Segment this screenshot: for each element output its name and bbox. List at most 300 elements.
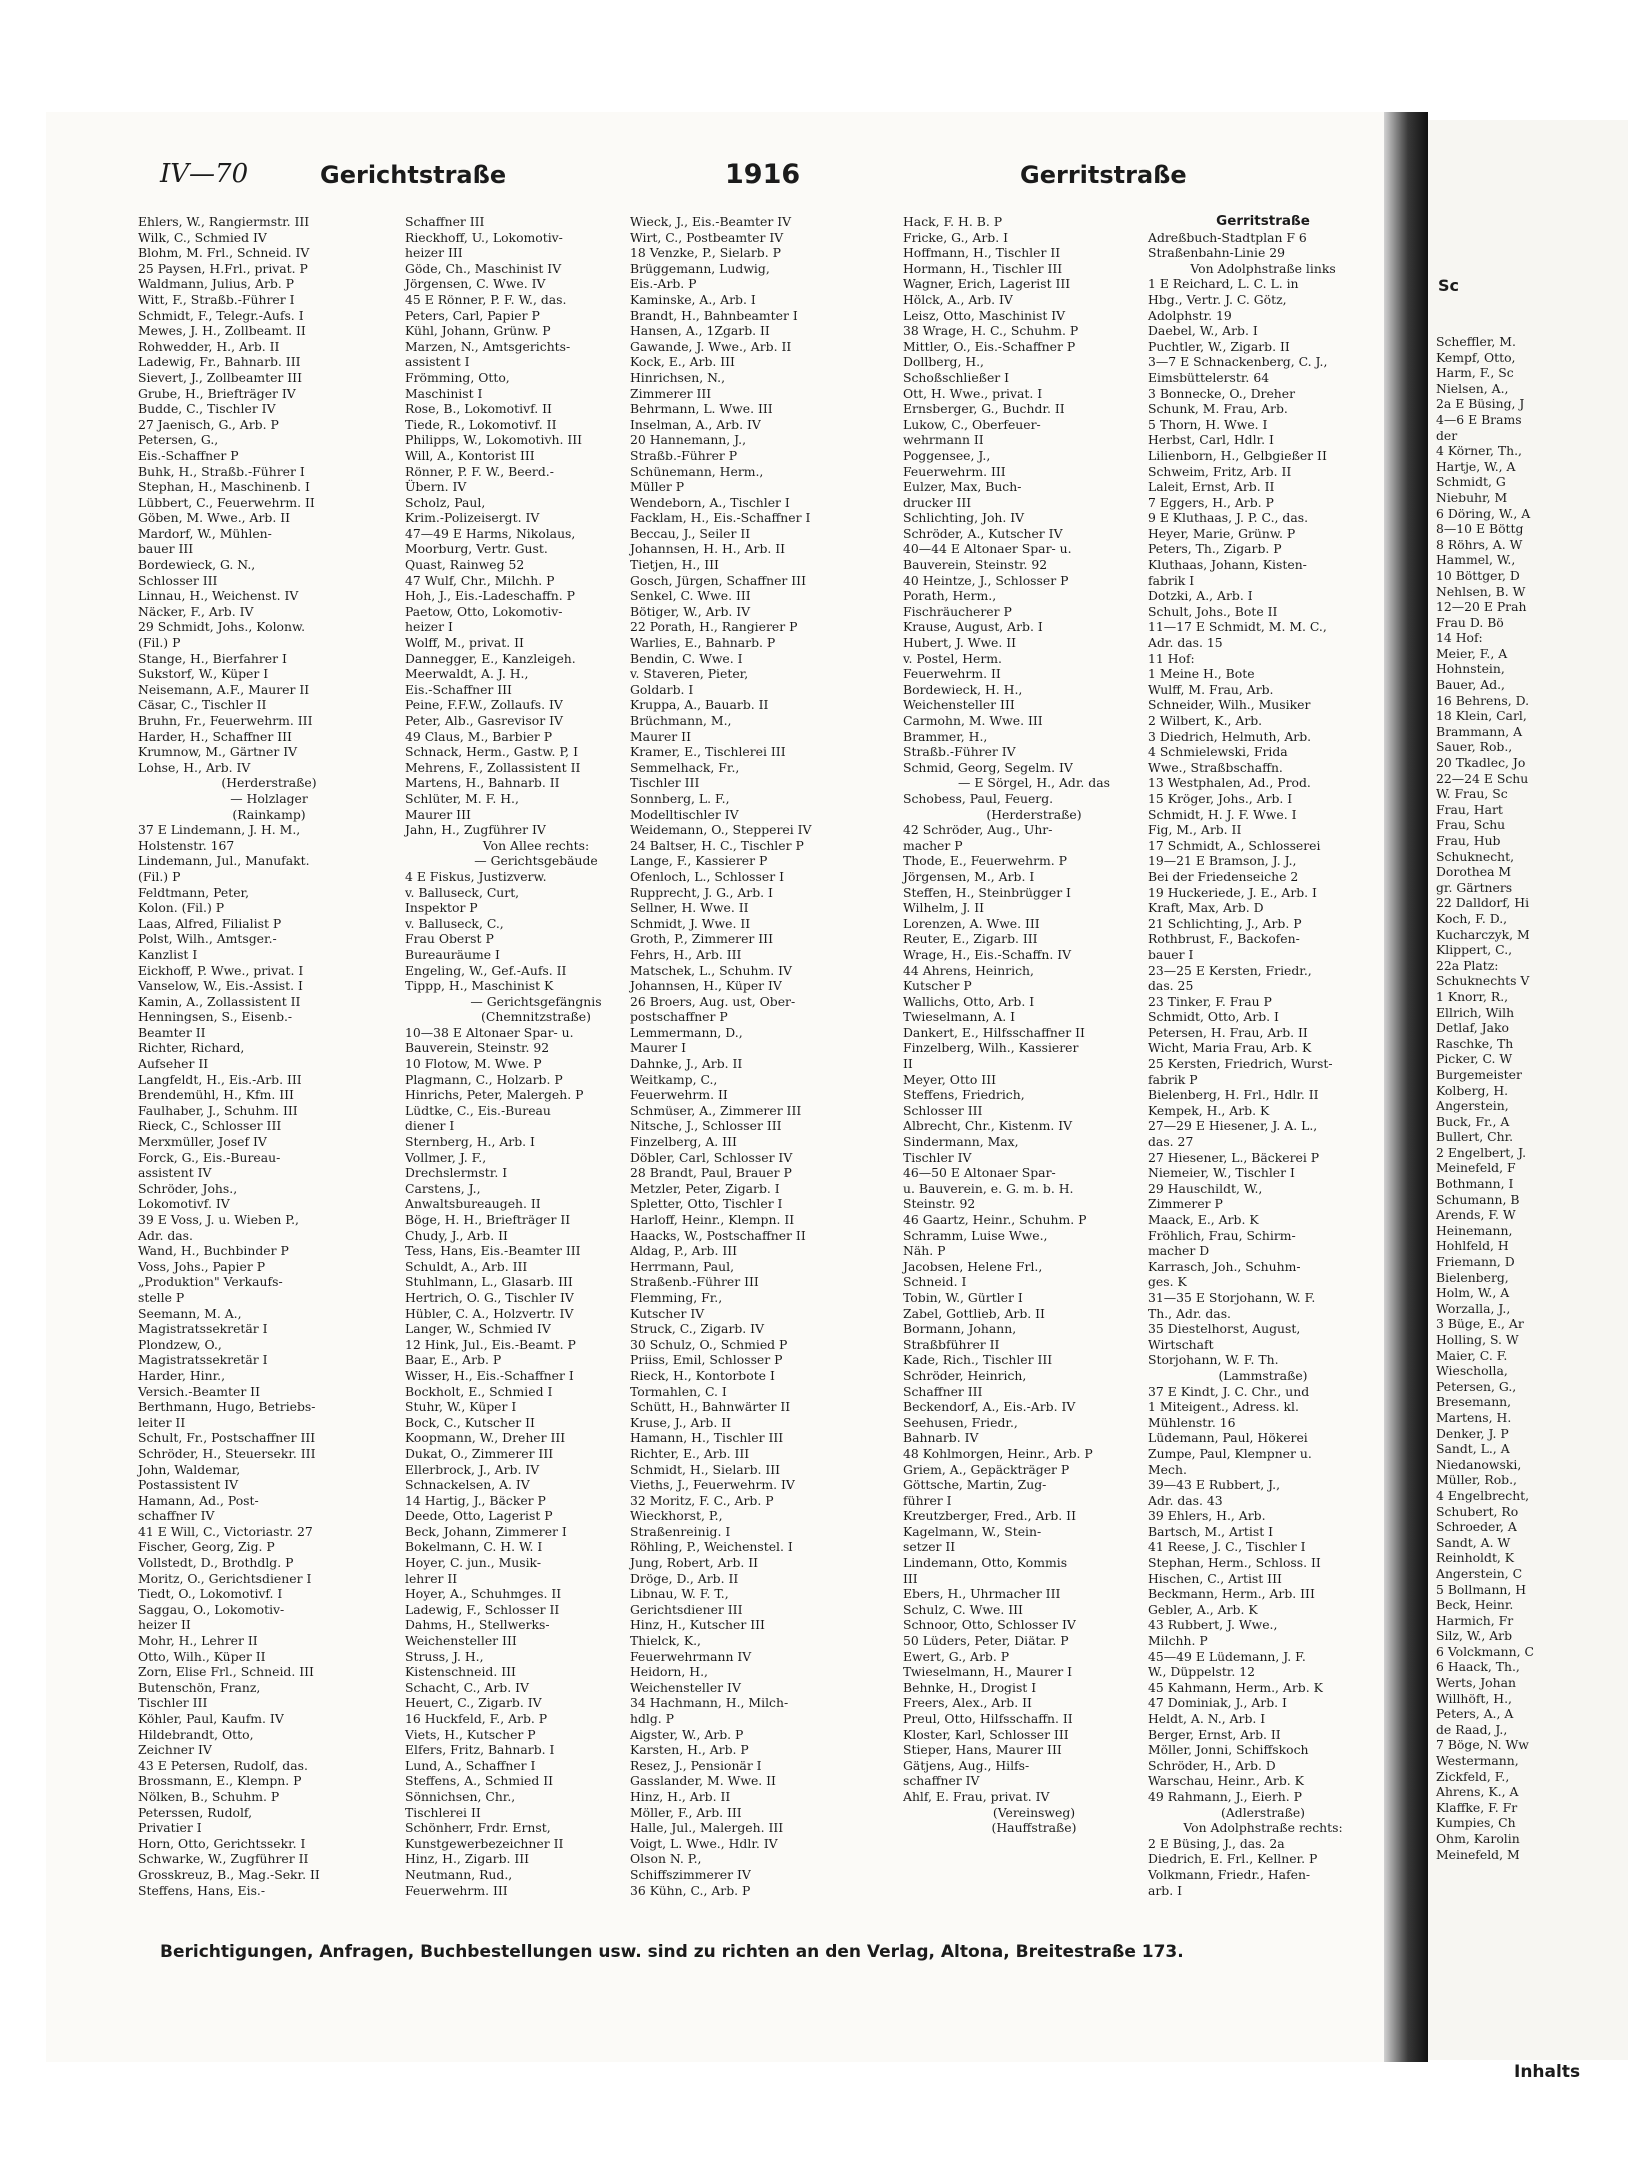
directory-column-1 <box>138 214 400 1934</box>
directory-entry: Plagmann, C., Holzarb. P <box>405 1071 563 1087</box>
right-page-entry: Schmidt, G <box>1436 474 1506 490</box>
directory-entry: — Holzlager <box>230 790 308 806</box>
directory-entry: Facklam, H., Eis.-Schaffner I <box>630 510 811 526</box>
directory-entry: 24 Baltser, H. C., Tischler P <box>630 837 804 853</box>
directory-entry: Von Allee rechts: <box>482 837 590 853</box>
page-number: IV—70 <box>160 159 249 189</box>
right-page-entry: Willhöft, H., <box>1436 1690 1512 1706</box>
directory-entry: Schweim, Fritz, Arb. II <box>1148 463 1292 479</box>
directory-entry: Martens, H., Bahnarb. II <box>405 775 560 791</box>
directory-entry: Möller, Jonni, Schiffskoch <box>1148 1742 1309 1758</box>
right-page-header: Sc <box>1438 276 1460 295</box>
directory-entry: 45 E Rönner, P. F. W., das. <box>405 291 567 307</box>
directory-entry: Quast, Rainweg 52 <box>405 557 525 573</box>
directory-entry: Gebler, A., Arb. K <box>1148 1601 1258 1617</box>
directory-entry: 3—7 E Schnackenberg, C. J., <box>1148 354 1328 370</box>
directory-entry: Straßenreinig. I <box>630 1523 731 1539</box>
directory-entry: Budde, C., Tischler IV <box>138 401 276 417</box>
right-page-entry: Schuknechts V <box>1436 973 1530 989</box>
directory-entry: Seehusen, Friedr., <box>903 1414 1018 1430</box>
directory-entry: Zimmerer P <box>1148 1196 1223 1212</box>
directory-entry: Kruse, J., Arb. II <box>630 1414 732 1430</box>
directory-entry: Karrasch, Joh., Schuhm- <box>1148 1258 1301 1274</box>
right-page-entry: de Raad, J., <box>1436 1721 1508 1737</box>
directory-entry: 32 Moritz, F. C., Arb. P <box>630 1492 774 1508</box>
directory-entry: Schlosser III <box>138 572 218 588</box>
directory-entry: Müller P <box>630 479 685 495</box>
directory-entry: 4 Schmielewski, Frida <box>1148 744 1288 760</box>
street-title-left: Gerichtstraße <box>320 161 507 189</box>
directory-entry: Forck, G., Eis.-Bureau- <box>138 1149 281 1165</box>
directory-entry: Hildebrandt, Otto, <box>138 1726 254 1742</box>
directory-entry: Schlichting, Joh. IV <box>903 510 1025 526</box>
directory-entry: 43 E Petersen, Rudolf, das. <box>138 1757 308 1773</box>
directory-entry: Peters, Carl, Papier P <box>405 307 540 323</box>
directory-entry: das. 27 <box>1148 1134 1194 1150</box>
directory-entry: Lokomotivf. IV <box>138 1196 230 1212</box>
directory-entry: Herbst, Carl, Hdlr. I <box>1148 432 1274 448</box>
directory-entry: 13 Westphalen, Ad., Prod. <box>1148 775 1311 791</box>
directory-entry: Goldarb. I <box>630 681 694 697</box>
page-footer: Berichtigungen, Anfragen, Buchbestellungen usw. sind zu richten an den Verlag, Altona, Breitestraße 173. <box>160 1942 1184 1962</box>
directory-entry: Bureauräume I <box>405 946 500 962</box>
directory-entry: Tormahlen, C. I <box>630 1383 727 1399</box>
directory-entry: 27 Jaenisch, G., Arb. P <box>138 416 279 432</box>
right-page-entry: 14 Hof: <box>1436 630 1483 646</box>
right-page-entry: Bullert, Chr. <box>1436 1129 1514 1145</box>
directory-entry: ges. K <box>1148 1274 1187 1290</box>
directory-entry: (Lammstraße) <box>1218 1367 1308 1383</box>
directory-entry: Vollmer, J. F., <box>405 1149 487 1165</box>
directory-entry: Drechslermstr. I <box>405 1165 508 1181</box>
directory-entry: Feuerwehrm. III <box>405 1882 508 1898</box>
directory-entry: Bötiger, W., Arb. IV <box>630 603 751 619</box>
directory-entry: Zumpe, Paul, Klempner u. <box>1148 1445 1312 1461</box>
directory-entry: Lange, F., Kassierer P <box>630 853 768 869</box>
directory-entry: Hamann, H., Tischler III <box>630 1430 784 1446</box>
directory-entry: Fricke, G., Arb. I <box>903 229 1008 245</box>
right-page-entry: Wiescholla, <box>1436 1363 1508 1379</box>
directory-entry: Beccau, J., Seiler II <box>630 525 751 541</box>
directory-entry: Beck, Johann, Zimmerer I <box>405 1523 567 1539</box>
right-page-entry: Meinefeld, M <box>1436 1846 1520 1862</box>
directory-entry: Berger, Ernst, Arb. II <box>1148 1726 1281 1742</box>
directory-entry: Behrmann, L. Wwe. III <box>630 401 773 417</box>
right-page-entry: 7 Böge, N. Ww <box>1436 1737 1529 1753</box>
directory-entry: Gosch, Jürgen, Schaffner III <box>630 572 806 588</box>
directory-entry: Lübbert, C., Feuerwehrm. II <box>138 494 315 510</box>
directory-entry: Kutscher P <box>903 978 972 994</box>
directory-entry: Sonnberg, L. F., <box>630 790 730 806</box>
directory-entry: Stuhlmann, L., Glasarb. III <box>405 1274 573 1290</box>
directory-entry: 22 Porath, H., Rangierer P <box>630 619 798 635</box>
directory-entry: Maurer II <box>630 728 691 744</box>
directory-entry: Johannsen, H. H., Arb. II <box>630 541 786 557</box>
directory-entry: 28 Brandt, Paul, Brauer P <box>630 1165 792 1181</box>
directory-entry: Mehrens, F., Zollassistent II <box>405 759 581 775</box>
directory-entry: Straßb.-Führer IV <box>903 744 1016 760</box>
directory-entry: Groth, P., Zimmerer III <box>630 931 773 947</box>
directory-entry: Kamin, A., Zollassistent II <box>138 993 301 1009</box>
directory-entry: 3 Diedrich, Helmuth, Arb. <box>1148 728 1312 744</box>
directory-entry: Schönherr, Frdr. Ernst, <box>405 1820 551 1836</box>
directory-entry: Versich.-Beamter II <box>138 1383 260 1399</box>
directory-entry: Kluthaas, Johann, Kisten- <box>1148 557 1307 573</box>
directory-entry: Dahnke, J., Arb. II <box>630 1056 743 1072</box>
directory-entry: Marzen, N., Amtsgerichts- <box>405 338 571 354</box>
directory-entry: Bauverein, Steinstr. 92 <box>405 1040 550 1056</box>
directory-entry: Struck, C., Zigarb. IV <box>630 1321 765 1337</box>
directory-entry: Straßb.-Führer P <box>630 447 738 463</box>
directory-entry: Wieckhorst, P., <box>630 1508 723 1524</box>
directory-entry: 35 Diestelhorst, August, <box>1148 1321 1301 1337</box>
directory-entry: Freers, Alex., Arb. II <box>903 1695 1032 1711</box>
right-page-entry: Dorothea M <box>1436 864 1512 880</box>
directory-entry: Baar, E., Arb. P <box>405 1352 502 1368</box>
directory-entry: Bendin, C. Wwe. I <box>630 650 743 666</box>
directory-entry: Gätjens, Aug., Hilfs- <box>903 1757 1030 1773</box>
directory-entry: Rupprecht, J. G., Arb. I <box>630 884 773 900</box>
directory-entry: Ebers, H., Uhrmacher III <box>903 1586 1061 1602</box>
directory-entry: 38 Wrage, H. C., Schuhm. P <box>903 323 1079 339</box>
directory-entry: Adreßbuch-Stadtplan F 6 <box>1148 229 1307 245</box>
directory-entry: Rothbrust, F., Backofen- <box>1148 931 1300 947</box>
directory-entry: Schröder, H., Arb. D <box>1148 1757 1276 1773</box>
right-page-entry: 22a Platz: <box>1436 957 1499 973</box>
directory-entry: Schröder, Heinrich, <box>903 1367 1027 1383</box>
directory-entry: diener I <box>405 1118 455 1134</box>
directory-entry: Rönner, P. F. W., Beerd.- <box>405 463 554 479</box>
directory-entry: Sievert, J., Zollbeamter III <box>138 369 302 385</box>
directory-entry: Matschek, L., Schuhm. IV <box>630 962 792 978</box>
directory-entry: 47 Wulf, Chr., Milchh. P <box>405 572 555 588</box>
directory-entry: Jacobsen, Helene Frl., <box>903 1258 1043 1274</box>
right-page-entry: Schumann, B <box>1436 1191 1520 1207</box>
directory-entry: Übern. IV <box>405 479 467 495</box>
directory-entry: 50 Lüders, Peter, Diätar. P <box>903 1633 1069 1649</box>
right-page-entry: 5 Bollmann, H <box>1436 1581 1527 1597</box>
right-page-entry: Kolberg, H. <box>1436 1082 1509 1098</box>
directory-entry: Peine, F.F.W., Zollaufs. IV <box>405 697 563 713</box>
directory-entry: 20 Hannemann, J., <box>630 432 747 448</box>
directory-entry: Tess, Hans, Eis.-Beamter III <box>405 1243 581 1259</box>
directory-entry: Bokelmann, C. H. W. I <box>405 1539 543 1555</box>
directory-entry: Storjohann, W. F. Th. <box>1148 1352 1279 1368</box>
directory-column-5 <box>1148 214 1378 1934</box>
right-page-entry: Westermann, <box>1436 1753 1519 1769</box>
directory-entry: Von Adolphstraße links <box>1190 260 1336 276</box>
directory-entry: Schmüser, A., Zimmerer III <box>630 1102 802 1118</box>
directory-entry: 49 Rahmann, J., Eierh. P <box>1148 1788 1302 1804</box>
directory-entry: Schoßschließer I <box>903 369 1010 385</box>
directory-entry: Harder, Hinr., <box>138 1367 226 1383</box>
directory-entry: Schmidt, F., Telegr.-Aufs. I <box>138 307 304 323</box>
right-page-entry: Bauer, Ad., <box>1436 677 1506 693</box>
directory-entry: Rieckhoff, U., Lokomotiv- <box>405 229 563 245</box>
directory-entry: Möller, F., Arb. III <box>630 1804 742 1820</box>
directory-entry: 27 Hiesener, L., Bäckerei P <box>1148 1149 1320 1165</box>
right-page-entry: Meier, F., A <box>1436 645 1508 661</box>
directory-entry: Polst, Wilh., Amtsger.- <box>138 931 277 947</box>
directory-entry: Mech. <box>1148 1461 1187 1477</box>
directory-entry: Bock, C., Kutscher II <box>405 1414 535 1430</box>
directory-entry: Daebel, W., Arb. I <box>1148 323 1258 339</box>
directory-entry: bauer I <box>1148 946 1194 962</box>
right-page-entry: Denker, J. P <box>1436 1425 1509 1441</box>
directory-entry: Schmidt, H., Sielarb. III <box>630 1461 781 1477</box>
directory-entry: Deede, Otto, Lagerist P <box>405 1508 553 1524</box>
directory-entry: Schacht, C., Arb. IV <box>405 1679 529 1695</box>
directory-entry: Semmelhack, Fr., <box>630 759 740 775</box>
directory-entry: Langfeldt, H., Eis.-Arb. III <box>138 1071 302 1087</box>
directory-entry: Blohm, M. Frl., Schneid. IV <box>138 245 310 261</box>
directory-entry: Schiffszimmerer IV <box>630 1866 751 1882</box>
directory-entry: Karsten, H., Arb. P <box>630 1742 749 1758</box>
directory-entry: Zabel, Gottlieb, Arb. II <box>903 1305 1045 1321</box>
directory-entry: Ott, H. Wwe., privat. I <box>903 385 1043 401</box>
directory-entry: fabrik I <box>1148 572 1195 588</box>
directory-entry: Niemeier, W., Tischler I <box>1148 1165 1295 1181</box>
directory-entry: schaffner IV <box>138 1508 215 1524</box>
directory-entry: Wulff, M. Frau, Arb. <box>1148 681 1274 697</box>
directory-entry: Hertrich, O. G., Tischler IV <box>405 1289 574 1305</box>
directory-entry: Aufseher II <box>138 1056 209 1072</box>
right-page-entry: Friemann, D <box>1436 1254 1515 1270</box>
directory-entry: Straßbführer II <box>903 1336 1000 1352</box>
directory-entry: v. Postel, Herm. <box>903 650 1002 666</box>
right-page-entry: 3 Büge, E., Ar <box>1436 1316 1524 1332</box>
right-page <box>1428 120 1628 2082</box>
directory-entry: heizer I <box>405 619 453 635</box>
year-title: 1916 <box>725 159 801 190</box>
directory-entry: Stuhr, W., Küper I <box>405 1399 517 1415</box>
directory-entry: 7 Eggers, H., Arb. P <box>1148 494 1274 510</box>
right-page-entry: Ohm, Karolin <box>1436 1831 1520 1846</box>
directory-entry: Eimsbüttelerstr. 64 <box>1148 369 1270 385</box>
book-spine <box>1384 112 1428 2062</box>
directory-entry: Dukat, O., Zimmerer III <box>405 1445 554 1461</box>
directory-entry: macher P <box>903 837 963 853</box>
directory-entry: v. Balluseck, Curt, <box>405 884 520 900</box>
directory-entry: Libnau, W. F. T., <box>630 1586 729 1602</box>
directory-entry: Hack, F. H. B. P <box>903 214 1003 229</box>
directory-entry: Bahnarb. IV <box>903 1430 979 1446</box>
directory-entry: 37 E Kindt, J. C. Chr., und <box>1148 1383 1310 1399</box>
directory-entry: drucker III <box>903 494 972 510</box>
right-page-entry: Burgemeister <box>1436 1066 1522 1082</box>
directory-entry: leiter II <box>138 1414 186 1430</box>
right-page-entry: Detlaf, Jako <box>1436 1020 1509 1036</box>
directory-entry: Steffens, Friedrich, <box>903 1087 1025 1103</box>
directory-entry: Köhler, Paul, Kaufm. IV <box>138 1711 284 1726</box>
directory-column-4 <box>903 214 1165 1934</box>
directory-entry: Schneid. I <box>903 1274 967 1290</box>
directory-entry: Holstenstr. 167 <box>138 837 235 853</box>
directory-entry: v. Balluseck, C., <box>405 915 504 931</box>
directory-entry: 25 Paysen, H.Frl., privat. P <box>138 260 308 276</box>
directory-entry: Twieselmann, H., Maurer I <box>903 1664 1073 1680</box>
directory-entry: Sönnichsen, Chr., <box>405 1788 516 1804</box>
directory-entry: Harder, H., Schaffner III <box>138 728 292 744</box>
directory-entry: Nitsche, J., Schlosser III <box>630 1118 782 1134</box>
directory-entry: Engeling, W., Gef.-Aufs. II <box>405 962 567 978</box>
directory-entry: Griem, A., Gepäckträger P <box>903 1461 1070 1477</box>
directory-entry: Bormann, Johann, <box>903 1321 1017 1337</box>
directory-entry: Mohr, H., Lehrer II <box>138 1633 258 1649</box>
directory-entry: Finzelberg, Wilh., Kassierer <box>903 1040 1079 1056</box>
directory-entry: 34 Hachmann, H., Milch- <box>630 1695 789 1711</box>
directory-entry: Hinz, H., Arb. II <box>630 1788 731 1804</box>
directory-entry: Vieths, J., Feuerwehrm. IV <box>630 1477 795 1493</box>
right-page-entry: 18 Klein, Carl, <box>1436 708 1527 724</box>
directory-entry: Schlüter, M. F. H., <box>405 790 519 806</box>
right-page-entry: 8—10 E Böttg <box>1436 521 1524 537</box>
directory-entry: Flemming, Fr., <box>630 1289 723 1305</box>
directory-entry: Feuerwehrm. III <box>903 463 1006 479</box>
directory-entry: Brüchmann, M., <box>630 713 732 728</box>
directory-entry: Aldag, P., Arb. III <box>630 1243 738 1259</box>
directory-entry: Schröder, Johs., <box>138 1180 238 1196</box>
directory-entry: Kistenschneid. III <box>405 1664 516 1680</box>
directory-entry: 12 Hink, Jul., Eis.-Beamt. P <box>405 1336 576 1352</box>
directory-entry: Petersen, H. Frau, Arb. II <box>1148 1024 1308 1040</box>
directory-entry: Steffens, A., Schmied II <box>405 1773 554 1789</box>
right-page-entry: 6 Volckmann, C <box>1436 1643 1534 1659</box>
directory-entry: Mardorf, W., Mühlen- <box>138 525 272 541</box>
right-page-entry: 2 Engelbert, J. <box>1436 1144 1527 1160</box>
directory-entry: Halle, Jul., Malergeh. III <box>630 1820 784 1836</box>
directory-entry: — Gerichtsgebäude <box>474 853 598 869</box>
directory-entry: Böge, H. H., Briefträger II <box>405 1212 571 1227</box>
directory-entry: Stephan, Herm., Schloss. II <box>1148 1555 1321 1571</box>
directory-entry: Sternberg, H., Arb. I <box>405 1134 535 1150</box>
directory-entry: Warlies, E., Bahnarb. P <box>630 635 776 651</box>
directory-entry: (Fil.) P <box>138 635 181 651</box>
directory-entry: Wisser, H., Eis.-Schaffner I <box>405 1367 574 1383</box>
directory-entry: 4 E Fiskus, Justizverw. <box>405 868 547 884</box>
directory-entry: Ewert, G., Arb. P <box>903 1648 1010 1664</box>
directory-entry: Beamter II <box>138 1024 206 1040</box>
directory-entry: Weichensteller IV <box>630 1679 741 1695</box>
directory-entry: Tippp, H., Maschinist K <box>405 978 554 994</box>
directory-entry: Thielck, K., <box>630 1633 701 1649</box>
right-page-entry: Sandt, A. W <box>1436 1534 1511 1550</box>
directory-entry: Bordewieck, G. N., <box>138 557 256 573</box>
directory-entry: 2 E Büsing, J., das. 2a <box>1148 1835 1285 1851</box>
page-header <box>160 155 1360 195</box>
directory-entry: Schulz, C. Wwe. III <box>903 1601 1023 1617</box>
directory-entry: Mewes, J. H., Zollbeamt. II <box>138 323 306 339</box>
directory-entry: Peterssen, Rudolf, <box>138 1804 253 1820</box>
right-page-entry: Maier, C. F. <box>1436 1347 1508 1363</box>
right-page-entry: Kumpies, Ch <box>1436 1815 1516 1831</box>
directory-entry: Göde, Ch., Maschinist IV <box>405 260 562 276</box>
directory-entry: Schaffner III <box>903 1383 983 1399</box>
directory-entry: 2 Wilbert, K., Arb. <box>1148 713 1263 728</box>
directory-entry: Lüdemann, Paul, Hökerei <box>1148 1430 1308 1446</box>
directory-entry: 27—29 E Hiesener, J. A. L., <box>1148 1118 1318 1134</box>
right-page-entry: Niedanowski, <box>1436 1456 1522 1472</box>
right-page-entry: Bothmann, I <box>1436 1176 1514 1192</box>
directory-entry: Heuert, C., Zigarb. IV <box>405 1695 542 1711</box>
directory-entry: 3 Bonnecke, O., Dreher <box>1148 385 1296 401</box>
directory-entry: setzer II <box>903 1539 956 1555</box>
directory-entry: Metzler, Peter, Zigarb. I <box>630 1180 780 1196</box>
directory-entry: Wendeborn, A., Tischler I <box>630 494 790 510</box>
directory-entry: Herrmann, Paul, <box>630 1258 735 1274</box>
directory-entry: Dröge, D., Arb. II <box>630 1570 739 1586</box>
directory-entry: Modelltischler IV <box>630 806 739 822</box>
directory-entry: Carmohn, M. Wwe. III <box>903 713 1043 728</box>
directory-entry: Poggensee, J., <box>903 447 991 463</box>
directory-entry: Wieck, J., Eis.-Beamter IV <box>630 214 792 229</box>
directory-entry: Merxmüller, Josef IV <box>138 1134 267 1150</box>
right-page-entry: Schuknecht, <box>1436 848 1515 864</box>
directory-entry: Straßenb.-Führer III <box>630 1274 759 1290</box>
directory-entry: 1 Meine H., Bote <box>1148 666 1255 682</box>
right-page-entry: W. Frau, Sc <box>1436 786 1508 802</box>
directory-entry: Von Adolphstraße rechts: <box>1183 1820 1343 1836</box>
directory-entry: Tiedt, O., Lokomotivf. I <box>138 1586 283 1602</box>
directory-entry: Schütt, H., Bahnwärter II <box>630 1399 791 1415</box>
directory-entry: 26 Broers, Aug. ust, Ober- <box>630 993 796 1009</box>
directory-entry: Richter, E., Arb. III <box>630 1445 750 1461</box>
directory-entry: Lohse, H., Arb. IV <box>138 759 251 775</box>
directory-entry: assistent I <box>405 354 470 370</box>
directory-entry: (Vereinsweg) <box>992 1804 1076 1820</box>
directory-entry: Kolon. (Fil.) P <box>138 900 225 916</box>
right-page-footer: Inhalts <box>1514 2062 1581 2082</box>
directory-entry: Schunk, M. Frau, Arb. <box>1148 401 1288 417</box>
directory-entry: Voigt, L. Wwe., Hdlr. IV <box>630 1835 778 1851</box>
directory-entry: Schwarke, W., Zugführer II <box>138 1851 309 1867</box>
directory-entry: Tiede, R., Lokomotivf. II <box>405 416 557 432</box>
directory-entry: 39—43 E Rubbert, J., <box>1148 1477 1281 1493</box>
directory-column-3 <box>630 214 892 1934</box>
directory-entry: John, Waldemar, <box>138 1461 241 1477</box>
directory-entry: Laas, Alfred, Filialist P <box>138 915 282 931</box>
directory-entry: Chudy, J., Arb. II <box>405 1227 508 1243</box>
directory-entry: Bordewieck, H. H., <box>903 681 1023 697</box>
directory-entry: Brammer, H., <box>903 728 988 744</box>
directory-entry: 10 Flotow, M. Wwe. P <box>405 1056 542 1072</box>
directory-entry: Ofenloch, L., Schlosser I <box>630 868 784 884</box>
directory-entry: Kruppa, A., Bauarb. II <box>630 697 769 713</box>
directory-entry: 40—44 E Altonaer Spar- u. <box>903 541 1072 557</box>
right-page-column <box>1436 334 1626 1862</box>
directory-entry: Hinz, H., Zigarb. III <box>405 1851 530 1867</box>
directory-entry: 37 E Lindemann, J. H. M., <box>138 822 301 838</box>
directory-entry: 16 Huckfeld, F., Arb. P <box>405 1711 548 1726</box>
right-page-entry: 4 Körner, Th., <box>1436 443 1523 459</box>
directory-entry: 45—49 E Lüdemann, J. F. <box>1148 1648 1306 1664</box>
right-page-entry: Müller, Rob., <box>1436 1472 1517 1488</box>
directory-entry: macher D <box>1148 1243 1210 1259</box>
directory-entry: 25 Kersten, Friedrich, Wurst- <box>1148 1056 1333 1072</box>
directory-entry: Laleit, Ernst, Arb. II <box>1148 479 1275 495</box>
directory-entry: Göttsche, Martin, Zug- <box>903 1477 1047 1493</box>
directory-entry: 15 Kröger, Johs., Arb. I <box>1148 790 1293 806</box>
directory-entry: 18 Venzke, P., Sielarb. P <box>630 245 781 261</box>
directory-entry: Feldtmann, Peter, <box>138 884 250 900</box>
directory-entry: Kreutzberger, Fred., Arb. II <box>903 1508 1076 1524</box>
directory-entry: Dankert, E., Hilfsschaffner II <box>903 1024 1085 1040</box>
directory-entry: Lemmermann, D., <box>630 1024 743 1040</box>
right-page-entry: Niebuhr, M <box>1436 489 1508 505</box>
directory-entry: Weidemann, O., Stepperei IV <box>630 822 812 838</box>
right-page-entry: 6 Haack, Th., <box>1436 1659 1520 1675</box>
directory-entry: III <box>903 1570 918 1586</box>
